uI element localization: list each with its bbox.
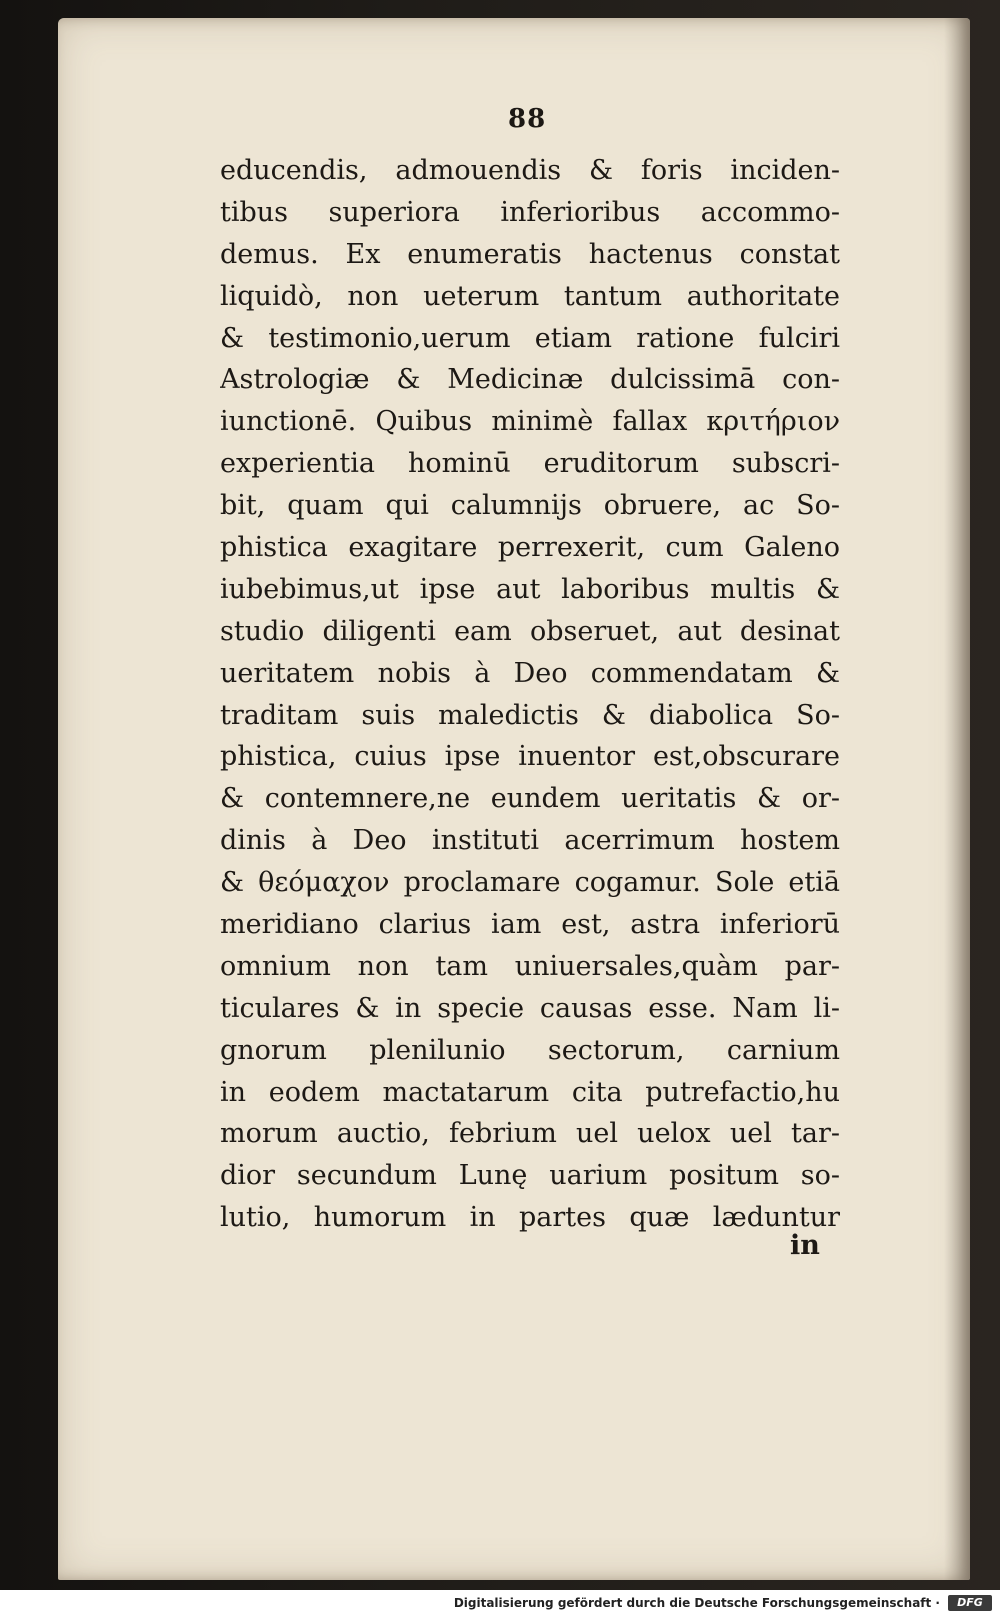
text-line: ueritatem nobis à Deo commendatam &: [220, 657, 840, 689]
text-line: & θεόμαχον proclamare cogamur. Sole etiā: [220, 867, 840, 899]
text-line: omnium non tam uniuersales,quàm par-: [220, 950, 840, 982]
page-edge-shadow: [944, 18, 970, 1580]
catchword: in: [790, 1230, 820, 1261]
text-line: gnorum plenilunio sectorum, carnium: [220, 1034, 840, 1066]
page-number: 88: [508, 104, 547, 134]
text-line: experientia hominū eruditorum subscri-: [220, 448, 840, 480]
text-line: lutio, humorum in partes quæ læduntur: [220, 1202, 840, 1234]
text-line: ticulares & in specie causas esse. Nam li-: [220, 992, 840, 1024]
text-line: iubebimus,ut ipse aut laboribus multis &: [220, 573, 840, 605]
text-line: & contemnere,ne eundem ueritatis & or-: [220, 783, 840, 815]
text-line: bit, quam qui calumnijs obruere, ac So-: [220, 490, 840, 522]
footer-credit: Digitalisierung gefördert durch die Deutsche Forschungsgemeinschaft ·: [453, 1596, 940, 1610]
dfg-logo: DFG: [948, 1595, 992, 1611]
text-line: studio diligenti eam obseruet, aut desinat: [220, 615, 840, 647]
text-line: dior secundum Lunę uarium positum so-: [220, 1160, 840, 1192]
text-line: iunctionē. Quibus minimè fallax κριτήριον: [220, 406, 840, 438]
text-line: in eodem mactatarum cita putrefactio,hu: [220, 1076, 840, 1108]
text-line: demus. Ex enumeratis hactenus constat: [220, 238, 840, 270]
text-line: tibus superiora inferioribus accommo-: [220, 196, 840, 228]
footer-bar: [0, 1590, 1000, 1617]
text-line: & testimonio,uerum etiam ratione fulciri: [220, 322, 840, 354]
text-line: dinis à Deo instituti acerrimum hostem: [220, 825, 840, 857]
text-line: traditam suis maledictis & diabolica So-: [220, 699, 840, 731]
text-line: Astrologiæ & Medicinæ dulcissimā con-: [220, 364, 840, 396]
text-block: [220, 150, 840, 1239]
text-line: meridiano clarius iam est, astra inferiorū: [220, 909, 840, 941]
text-line: morum auctio, febrium uel uelox uel tar-: [220, 1118, 840, 1150]
text-line: liquidò, non ueterum tantum authoritate: [220, 280, 840, 312]
text-line: phistica, cuius ipse inuentor est,obscurare: [220, 741, 840, 773]
text-line: educendis, admouendis & foris inciden-: [220, 155, 840, 186]
text-line: phistica exagitare perrexerit, cum Galeno: [220, 532, 840, 564]
